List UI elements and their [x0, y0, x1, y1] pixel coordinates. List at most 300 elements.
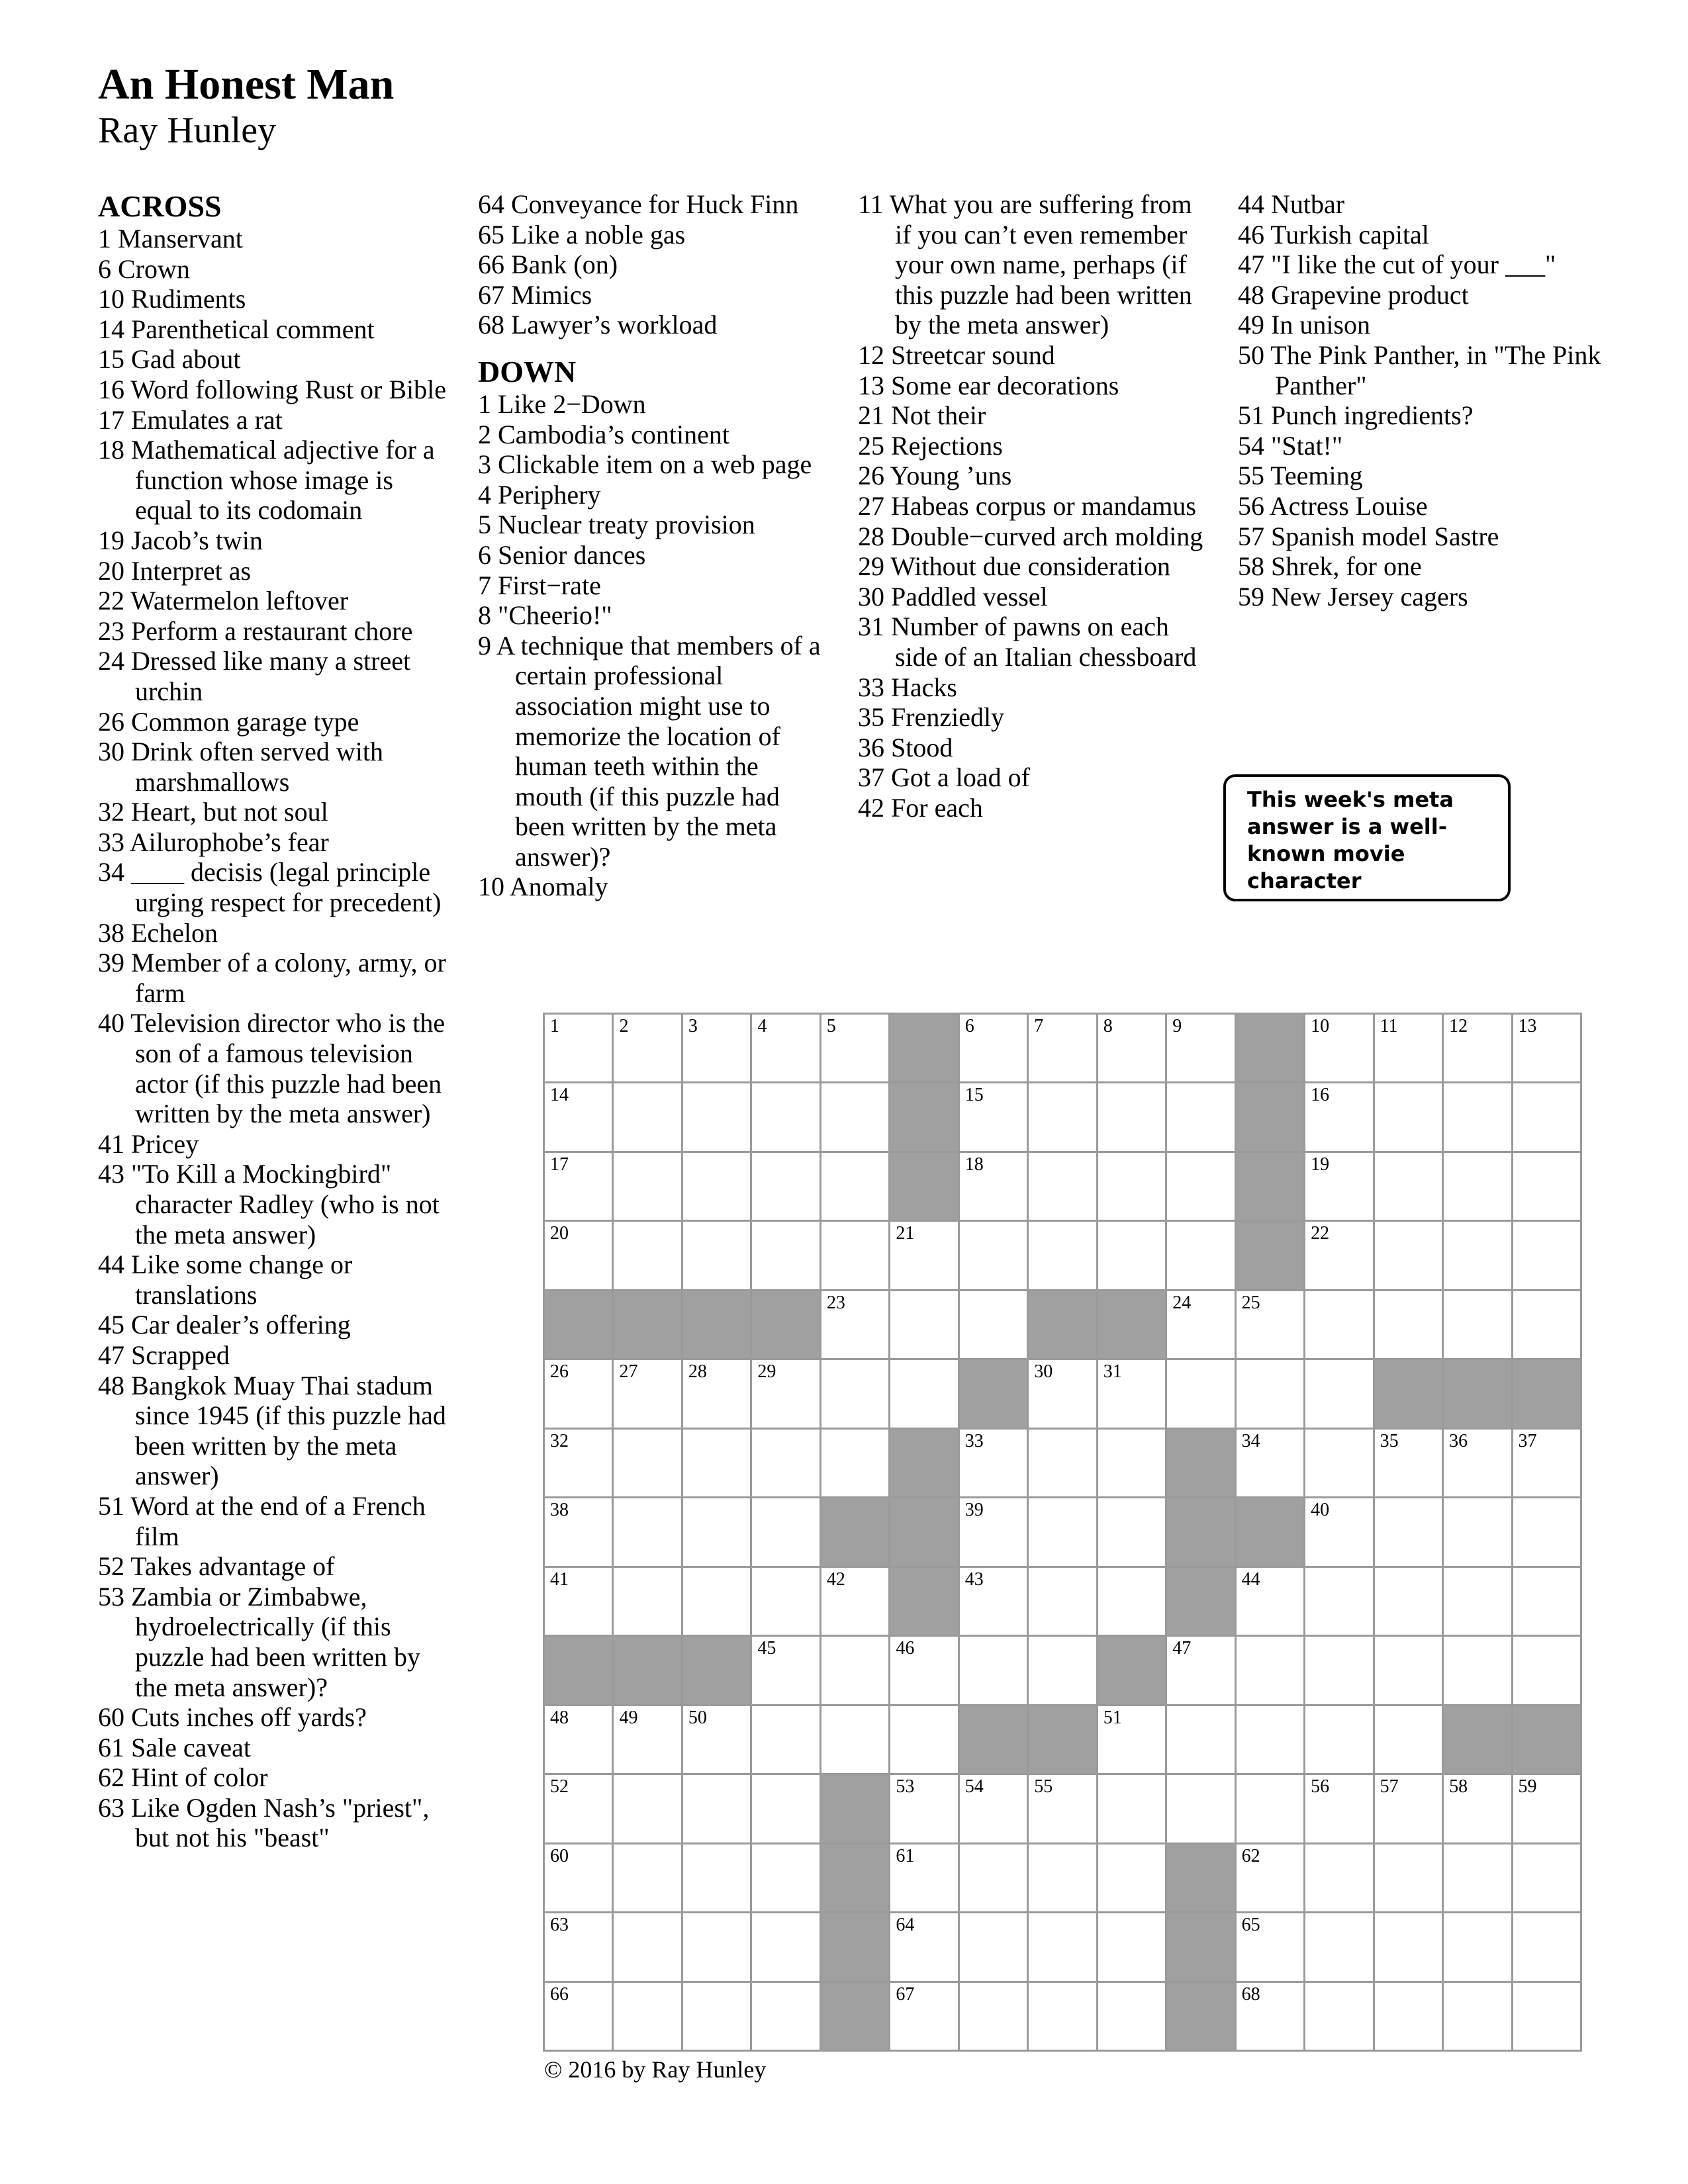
grid-cell[interactable] — [1098, 1153, 1167, 1222]
grid-cell[interactable] — [614, 1153, 682, 1222]
grid-cell[interactable] — [1375, 1291, 1444, 1360]
cell-number: 61 — [896, 1845, 915, 1866]
grid-cell[interactable] — [890, 1913, 959, 1982]
clue-number: 8 — [478, 600, 491, 631]
across-clue-47 — [98, 1340, 449, 1371]
cell-number: 52 — [550, 1776, 569, 1797]
grid-cell[interactable] — [1444, 1430, 1513, 1498]
clue-number: 28 — [858, 521, 884, 551]
grid-cell[interactable] — [1029, 1153, 1098, 1222]
grid-block — [821, 1983, 890, 2052]
grid-block — [1513, 1360, 1582, 1429]
grid-cell[interactable] — [752, 1568, 821, 1637]
grid-cell[interactable] — [1444, 1291, 1513, 1360]
grid-cell[interactable] — [960, 1844, 1029, 1913]
clue-number: 47 — [98, 1340, 124, 1370]
puzzle-title: An Honest Man — [98, 60, 395, 109]
grid-cell[interactable] — [752, 1913, 821, 1982]
grid-cell[interactable] — [1513, 1083, 1582, 1152]
grid-block — [1098, 1291, 1167, 1360]
grid-cell[interactable] — [545, 1498, 614, 1567]
grid-cell[interactable] — [752, 1706, 821, 1775]
grid-cell[interactable] — [1375, 1083, 1444, 1152]
grid-cell[interactable] — [1098, 1706, 1167, 1775]
grid-cell[interactable] — [1513, 1568, 1582, 1637]
grid-cell[interactable] — [683, 1153, 752, 1222]
grid-cell[interactable] — [1029, 1983, 1098, 2052]
grid-cell[interactable] — [545, 1775, 614, 1844]
grid-cell[interactable] — [1237, 1983, 1305, 2052]
grid-cell[interactable] — [1513, 1983, 1582, 2052]
grid-cell[interactable] — [1029, 1430, 1098, 1498]
clue-number: 64 — [478, 189, 504, 219]
across-clue-63 — [98, 1793, 449, 1853]
grid-cell[interactable] — [1444, 1983, 1513, 2052]
grid-cell[interactable] — [683, 1222, 752, 1291]
grid-cell[interactable] — [752, 1015, 821, 1083]
clue-number: 3 — [478, 449, 491, 480]
clue-text: Manservant — [118, 224, 243, 253]
across-clue-52 — [98, 1551, 449, 1582]
grid-cell[interactable] — [890, 1222, 959, 1291]
grid-cell[interactable] — [1305, 1775, 1374, 1844]
grid-cell[interactable] — [1237, 1291, 1305, 1360]
grid-cell[interactable] — [1305, 1913, 1374, 1982]
grid-cell[interactable] — [1029, 1637, 1098, 1706]
clue-text: Gad about — [131, 344, 241, 375]
grid-cell[interactable] — [821, 1637, 890, 1706]
grid-cell[interactable] — [1375, 1637, 1444, 1706]
down-clue-59 — [1238, 582, 1609, 612]
grid-cell[interactable] — [960, 1568, 1029, 1637]
cell-number: 19 — [1311, 1154, 1330, 1175]
clue-number: 21 — [858, 400, 884, 431]
grid-cell[interactable] — [960, 1222, 1029, 1291]
grid-cell[interactable] — [1029, 1015, 1098, 1083]
clue-number: 53 — [98, 1581, 124, 1612]
clue-number: 9 — [478, 630, 491, 660]
across-clue-65 — [478, 220, 829, 250]
grid-cell[interactable] — [821, 1015, 890, 1083]
grid-cell[interactable] — [545, 1568, 614, 1637]
grid-cell[interactable] — [1167, 1706, 1236, 1775]
grid-cell[interactable] — [1513, 1637, 1582, 1706]
grid-cell[interactable] — [1029, 1844, 1098, 1913]
across-clue-26 — [98, 707, 449, 737]
clue-number: 33 — [858, 672, 884, 702]
down-clue-10 — [478, 872, 829, 902]
grid-cell[interactable] — [1237, 1430, 1305, 1498]
grid-cell[interactable] — [1167, 1637, 1236, 1706]
grid-cell[interactable] — [1305, 1706, 1374, 1775]
grid-cell[interactable] — [821, 1360, 890, 1429]
clue-text: Rejections — [891, 430, 1003, 461]
grid-cell[interactable] — [1167, 1015, 1236, 1083]
puzzle-author: Ray Hunley — [98, 110, 277, 151]
grid-cell[interactable] — [1237, 1360, 1305, 1429]
grid-cell[interactable] — [752, 1637, 821, 1706]
grid-cell[interactable] — [1029, 1913, 1098, 1982]
grid-cell[interactable] — [614, 1568, 682, 1637]
grid-cell[interactable] — [545, 1222, 614, 1291]
grid-cell[interactable] — [1305, 1153, 1374, 1222]
clue-number: 27 — [858, 490, 884, 521]
cell-number: 2 — [619, 1016, 629, 1036]
grid-cell[interactable] — [545, 1706, 614, 1775]
grid-cell[interactable] — [1167, 1291, 1236, 1360]
grid-cell[interactable] — [683, 1913, 752, 1982]
across-clue-60 — [98, 1702, 449, 1733]
grid-cell[interactable] — [1444, 1775, 1513, 1844]
grid-cell[interactable] — [545, 1083, 614, 1152]
grid-cell[interactable] — [752, 1153, 821, 1222]
grid-cell[interactable] — [614, 1844, 682, 1913]
clue-text: "Cheerio!" — [498, 600, 612, 631]
clue-number: 33 — [98, 827, 124, 857]
grid-cell[interactable] — [1444, 1568, 1513, 1637]
grid-cell[interactable] — [614, 1775, 682, 1844]
cell-number: 64 — [896, 1915, 915, 1936]
grid-cell[interactable] — [1444, 1913, 1513, 1982]
grid-cell[interactable] — [960, 1913, 1029, 1982]
down-clue-25 — [858, 431, 1209, 461]
grid-cell[interactable] — [752, 1498, 821, 1567]
down-clue-42 — [858, 793, 1209, 823]
clue-text: Nuclear treaty provision — [498, 510, 755, 540]
grid-cell[interactable] — [1375, 1983, 1444, 2052]
grid-cell[interactable] — [545, 1913, 614, 1982]
grid-cell[interactable] — [1305, 1568, 1374, 1637]
grid-cell[interactable] — [752, 1430, 821, 1498]
clue-number: 37 — [858, 762, 884, 793]
grid-cell[interactable] — [683, 1568, 752, 1637]
grid-cell[interactable] — [545, 1360, 614, 1429]
clue-number: 19 — [98, 525, 124, 555]
grid-cell[interactable] — [1513, 1430, 1582, 1498]
clue-text: Bangkok Muay Thai stadum since 1945 (if this puzzle had been written by the meta answer) — [131, 1370, 446, 1491]
meta-note-box: This week's meta answer is a well-known movie character — [1223, 774, 1511, 901]
grid-cell[interactable] — [1098, 1083, 1167, 1152]
down-clue-13 — [858, 371, 1209, 401]
cell-number: 62 — [1241, 1845, 1260, 1866]
clue-number: 25 — [858, 430, 884, 461]
clue-number: 23 — [98, 615, 124, 646]
grid-cell[interactable] — [545, 1153, 614, 1222]
grid-cell[interactable] — [1098, 1360, 1167, 1429]
clue-number: 20 — [98, 555, 124, 586]
grid-cell[interactable] — [890, 1706, 959, 1775]
clue-number: 49 — [1238, 310, 1264, 340]
grid-cell[interactable] — [1237, 1913, 1305, 1982]
grid-cell[interactable] — [1513, 1775, 1582, 1844]
grid-cell[interactable] — [1167, 1153, 1236, 1222]
grid-cell[interactable] — [1305, 1360, 1374, 1429]
down-clue-49 — [1238, 310, 1609, 340]
grid-cell[interactable] — [752, 1083, 821, 1152]
grid-block — [1444, 1706, 1513, 1775]
grid-cell[interactable] — [890, 1291, 959, 1360]
grid-cell[interactable] — [890, 1775, 959, 1844]
grid-cell[interactable] — [1098, 1015, 1167, 1083]
cell-number: 16 — [1311, 1085, 1330, 1106]
clue-text: Shrek, for one — [1271, 551, 1422, 582]
cell-number: 1 — [550, 1016, 559, 1036]
cell-number: 47 — [1172, 1638, 1192, 1659]
across-clue-6 — [98, 254, 449, 285]
grid-cell[interactable] — [1029, 1360, 1098, 1429]
grid-cell[interactable] — [683, 1983, 752, 2052]
grid-cell[interactable] — [1375, 1568, 1444, 1637]
grid-cell[interactable] — [1444, 1637, 1513, 1706]
grid-cell[interactable] — [683, 1083, 752, 1152]
grid-cell[interactable] — [960, 1083, 1029, 1152]
grid-cell[interactable] — [1237, 1706, 1305, 1775]
grid-cell[interactable] — [545, 1430, 614, 1498]
clue-text: Like Ogden Nash’s "priest", but not his "beast" — [131, 1792, 430, 1853]
clue-number: 56 — [1238, 490, 1264, 521]
grid-cell[interactable] — [960, 1775, 1029, 1844]
grid-cell[interactable] — [614, 1983, 682, 2052]
grid-cell[interactable] — [821, 1430, 890, 1498]
cell-number: 17 — [550, 1154, 569, 1175]
grid-block — [752, 1291, 821, 1360]
grid-cell[interactable] — [1444, 1498, 1513, 1567]
cell-number: 53 — [896, 1776, 915, 1797]
grid-cell[interactable] — [545, 1015, 614, 1083]
grid-cell[interactable] — [1167, 1083, 1236, 1152]
grid-cell[interactable] — [1167, 1222, 1236, 1291]
grid-cell[interactable] — [821, 1568, 890, 1637]
cell-number: 15 — [964, 1085, 984, 1106]
grid-cell[interactable] — [1305, 1291, 1374, 1360]
clue-text: Ailurophobe’s fear — [129, 827, 329, 857]
clue-number: 36 — [858, 732, 884, 762]
cell-number: 12 — [1449, 1016, 1468, 1036]
grid-cell[interactable] — [1305, 1498, 1374, 1567]
grid-cell[interactable] — [752, 1222, 821, 1291]
grid-cell[interactable] — [614, 1360, 682, 1429]
clue-text: Spanish model Sastre — [1271, 521, 1499, 551]
grid-cell[interactable] — [683, 1706, 752, 1775]
grid-cell[interactable] — [683, 1498, 752, 1567]
clue-text: Television director who is the son of a famous television actor (if this puzzle had been written by the meta answer) — [130, 1008, 445, 1129]
clue-number: 35 — [858, 702, 884, 733]
grid-cell[interactable] — [1237, 1775, 1305, 1844]
grid-cell[interactable] — [1029, 1498, 1098, 1567]
grid-cell[interactable] — [1305, 1015, 1374, 1083]
grid-block — [1237, 1015, 1305, 1083]
grid-block — [890, 1083, 959, 1152]
grid-cell[interactable] — [821, 1291, 890, 1360]
clue-text: Clickable item on a web page — [498, 449, 812, 480]
clue-text: The Pink Panther, in "The Pink Panther" — [1270, 340, 1601, 400]
grid-cell[interactable] — [614, 1015, 682, 1083]
grid-cell[interactable] — [683, 1360, 752, 1429]
across-clue-24 — [98, 646, 449, 706]
across-clue-34 — [98, 857, 449, 917]
clue-number: 52 — [98, 1551, 124, 1582]
grid-cell[interactable] — [1444, 1083, 1513, 1152]
down-clue-11 — [858, 189, 1209, 340]
grid-cell[interactable] — [1237, 1844, 1305, 1913]
grid-block — [1167, 1498, 1236, 1567]
grid-cell[interactable] — [1513, 1913, 1582, 1982]
grid-cell[interactable] — [1305, 1430, 1374, 1498]
grid-cell[interactable] — [1375, 1015, 1444, 1083]
down-clue-51 — [1238, 400, 1609, 431]
cell-number: 27 — [619, 1361, 638, 1383]
grid-cell[interactable] — [1237, 1637, 1305, 1706]
cell-number: 63 — [550, 1915, 569, 1936]
down-clue-50 — [1238, 340, 1609, 400]
grid-cell[interactable] — [960, 1430, 1029, 1498]
clue-number: 15 — [98, 344, 124, 375]
grid-cell[interactable] — [752, 1844, 821, 1913]
grid-cell[interactable] — [1513, 1153, 1582, 1222]
across-clue-68 — [478, 310, 829, 340]
grid-cell[interactable] — [821, 1083, 890, 1152]
clue-text: Jacob’s twin — [131, 525, 263, 555]
across-clue-53 — [98, 1582, 449, 1702]
clue-text: Without due consideration — [890, 551, 1171, 582]
grid-cell[interactable] — [1029, 1775, 1098, 1844]
grid-block — [821, 1913, 890, 1982]
clue-text: Senior dances — [498, 539, 646, 570]
cell-number: 28 — [688, 1361, 707, 1383]
grid-cell[interactable] — [960, 1637, 1029, 1706]
grid-cell[interactable] — [1098, 1568, 1167, 1637]
grid-cell[interactable] — [1029, 1222, 1098, 1291]
cell-number: 49 — [619, 1707, 638, 1728]
grid-cell[interactable] — [752, 1360, 821, 1429]
grid-cell[interactable] — [614, 1913, 682, 1982]
cell-number: 20 — [550, 1223, 569, 1244]
grid-cell[interactable] — [1375, 1498, 1444, 1567]
grid-cell[interactable] — [1375, 1222, 1444, 1291]
grid-cell[interactable] — [1444, 1844, 1513, 1913]
grid-cell[interactable] — [960, 1983, 1029, 2052]
grid-cell[interactable] — [1305, 1844, 1374, 1913]
grid-cell[interactable] — [1167, 1775, 1236, 1844]
grid-cell[interactable] — [614, 1430, 682, 1498]
grid-cell[interactable] — [1098, 1775, 1167, 1844]
clue-text: Grapevine product — [1271, 279, 1469, 310]
grid-cell[interactable] — [1305, 1222, 1374, 1291]
grid-cell[interactable] — [1098, 1913, 1167, 1982]
crossword-grid — [543, 1013, 1582, 2052]
grid-cell[interactable] — [1375, 1153, 1444, 1222]
down-clue-54 — [1238, 431, 1609, 461]
grid-cell[interactable] — [1375, 1706, 1444, 1775]
grid-cell[interactable] — [1098, 1983, 1167, 2052]
grid-block — [545, 1637, 614, 1706]
clue-text: Scrapped — [131, 1340, 230, 1370]
cell-number: 13 — [1518, 1016, 1537, 1036]
grid-cell[interactable] — [683, 1430, 752, 1498]
grid-block — [1167, 1983, 1236, 2052]
across-clue-67 — [478, 280, 829, 310]
grid-cell[interactable] — [1098, 1222, 1167, 1291]
clue-text: Crown — [118, 253, 190, 284]
cell-number: 35 — [1380, 1430, 1399, 1451]
grid-cell[interactable] — [1305, 1637, 1374, 1706]
across-clue-14 — [98, 314, 449, 345]
grid-cell[interactable] — [614, 1222, 682, 1291]
grid-cell[interactable] — [1513, 1844, 1582, 1913]
grid-cell[interactable] — [1375, 1913, 1444, 1982]
grid-cell[interactable] — [1237, 1568, 1305, 1637]
grid-cell[interactable] — [614, 1083, 682, 1152]
grid-cell[interactable] — [1167, 1360, 1236, 1429]
grid-cell[interactable] — [1513, 1498, 1582, 1567]
grid-cell[interactable] — [614, 1706, 682, 1775]
grid-cell[interactable] — [960, 1291, 1029, 1360]
grid-cell[interactable] — [1444, 1222, 1513, 1291]
grid-cell[interactable] — [1098, 1430, 1167, 1498]
grid-block — [1098, 1637, 1167, 1706]
grid-cell[interactable] — [960, 1153, 1029, 1222]
grid-cell[interactable] — [1098, 1498, 1167, 1567]
grid-cell[interactable] — [1444, 1153, 1513, 1222]
grid-cell[interactable] — [821, 1706, 890, 1775]
clue-text: Number of pawns on each side of an Italian chessboard — [891, 612, 1197, 672]
grid-cell[interactable] — [890, 1844, 959, 1913]
grid-cell[interactable] — [1513, 1222, 1582, 1291]
grid-cell[interactable] — [1305, 1983, 1374, 2052]
grid-cell[interactable] — [1029, 1083, 1098, 1152]
grid-cell[interactable] — [1305, 1083, 1374, 1152]
grid-cell[interactable] — [1098, 1844, 1167, 1913]
clue-number: 61 — [98, 1732, 124, 1762]
grid-cell[interactable] — [545, 1844, 614, 1913]
grid-cell[interactable] — [683, 1844, 752, 1913]
grid-cell[interactable] — [890, 1637, 959, 1706]
down-clue-9 — [478, 631, 829, 872]
grid-cell[interactable] — [1029, 1568, 1098, 1637]
grid-cell[interactable] — [960, 1498, 1029, 1567]
grid-cell[interactable] — [1375, 1775, 1444, 1844]
grid-cell[interactable] — [683, 1775, 752, 1844]
grid-cell[interactable] — [752, 1775, 821, 1844]
grid-cell[interactable] — [614, 1498, 682, 1567]
grid-cell[interactable] — [890, 1360, 959, 1429]
grid-cell[interactable] — [1444, 1015, 1513, 1083]
grid-cell[interactable] — [1513, 1015, 1582, 1083]
cell-number: 21 — [896, 1223, 915, 1244]
down-clue-3 — [478, 449, 829, 480]
clue-number: 44 — [98, 1250, 124, 1280]
grid-cell[interactable] — [960, 1015, 1029, 1083]
grid-cell[interactable] — [890, 1983, 959, 2052]
grid-cell[interactable] — [1375, 1844, 1444, 1913]
grid-cell[interactable] — [545, 1983, 614, 2052]
grid-block — [614, 1291, 682, 1360]
clue-column-4 — [1238, 189, 1609, 612]
clue-number: 41 — [98, 1128, 124, 1159]
grid-cell[interactable] — [821, 1222, 890, 1291]
cell-number: 33 — [964, 1430, 984, 1451]
grid-cell[interactable] — [1375, 1430, 1444, 1498]
clue-number: 11 — [858, 189, 884, 219]
clue-text: Pricey — [131, 1128, 199, 1159]
cell-number: 44 — [1241, 1569, 1260, 1590]
clue-number: 45 — [98, 1310, 124, 1340]
grid-cell[interactable] — [683, 1015, 752, 1083]
grid-cell[interactable] — [821, 1153, 890, 1222]
clue-text: Mathematical adjective for a function whose image is equal to its codomain — [131, 435, 435, 525]
grid-cell[interactable] — [752, 1983, 821, 2052]
grid-cell[interactable] — [1513, 1291, 1582, 1360]
